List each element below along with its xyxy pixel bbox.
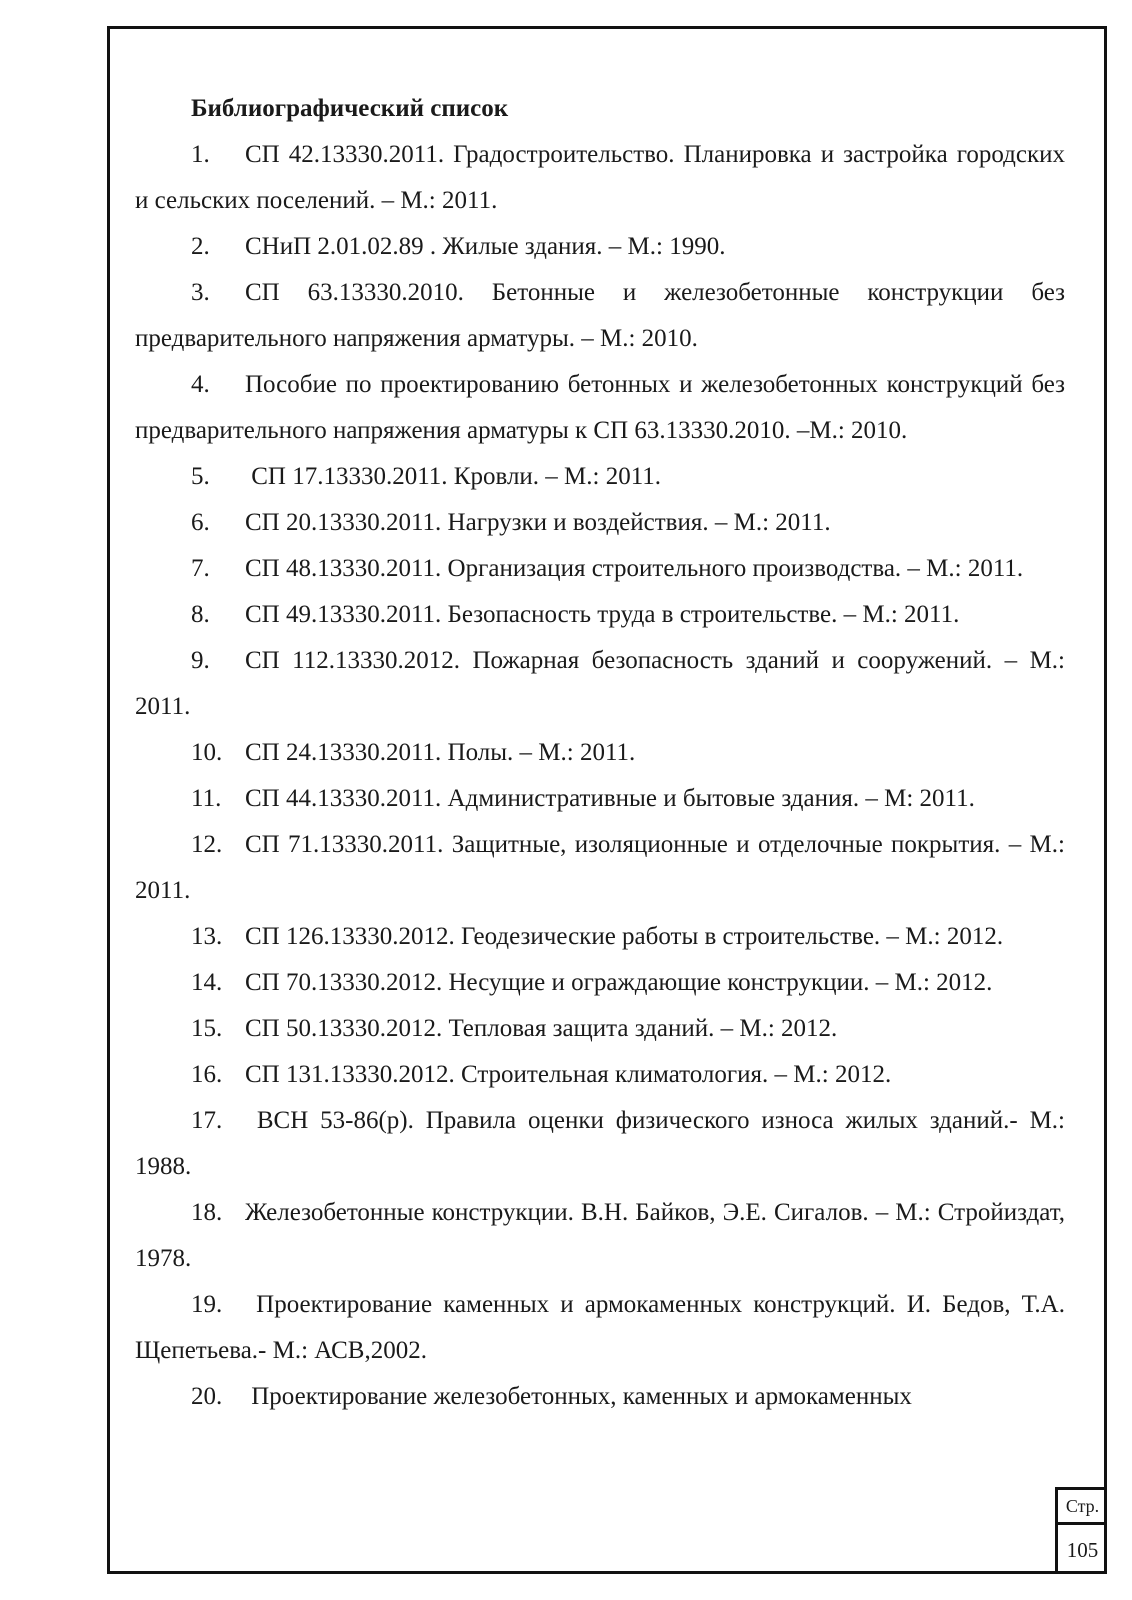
entry-text: СП 17.13330.2011. Кровли. – М.: 2011.	[245, 463, 662, 490]
entry-text: Проектирование железобетонных, каменных и армокаменных	[245, 1383, 912, 1410]
entry-number: 8.	[191, 601, 210, 628]
bibliography-entry	[135, 1374, 1065, 1420]
entry-text: СП 50.13330.2012. Тепловая защита зданий. – М.: 2012.	[245, 1015, 838, 1042]
entry-text: Железобетонные конструкции. В.Н. Байков, Э.Е. Сигалов. – М.: Стройиздат, 1978.	[135, 1199, 1065, 1272]
entry-number: 7.	[191, 555, 210, 582]
entry-number: 12.	[191, 831, 223, 858]
entry-number: 1.	[191, 141, 210, 168]
entry-number: 15.	[191, 1015, 223, 1042]
entry-text: СП 49.13330.2011. Безопасность труда в строительстве. – М.: 2011.	[245, 601, 960, 628]
entry-number: 17.	[191, 1107, 223, 1134]
bibliography-entry	[135, 454, 1065, 500]
entry-number: 11.	[191, 785, 222, 812]
bibliography-entry	[135, 546, 1065, 592]
document-body	[135, 86, 1065, 1420]
entry-text: СП 70.13330.2012. Несущие и ограждающие конструкции. – М.: 2012.	[245, 969, 993, 996]
bibliography-entry	[135, 1098, 1065, 1190]
page-stamp	[1055, 1487, 1107, 1574]
page-number: 105	[1066, 1538, 1099, 1562]
entry-number: 20.	[191, 1383, 223, 1410]
entry-number: 9.	[191, 647, 210, 674]
bibliography-entry	[135, 1282, 1065, 1374]
entry-number: 5.	[191, 463, 210, 490]
entry-text: СП 20.13330.2011. Нагрузки и воздействия. – М.: 2011.	[245, 509, 831, 536]
entry-number: 2.	[191, 233, 210, 260]
bibliography-entry	[135, 1190, 1065, 1282]
entry-number: 10.	[191, 739, 223, 766]
bibliography-entry	[135, 822, 1065, 914]
bibliography-entry	[135, 224, 1065, 270]
page-label: Стр.	[1058, 1490, 1107, 1525]
entry-number: 19.	[191, 1291, 223, 1318]
entry-text: Пособие по проектированию бетонных и железобетонных конструкций без предварительного напряжения арматуры к СП 63.13330.2010. –М.: 2010.	[135, 371, 1065, 444]
bibliography-entry	[135, 500, 1065, 546]
bibliography-entry	[135, 1006, 1065, 1052]
entry-text: СНиП 2.01.02.89 . Жилые здания. – М.: 1990.	[245, 233, 726, 260]
bibliography-entry	[135, 270, 1065, 362]
entry-text: СП 63.13330.2010. Бетонные и железобетонные конструкции без предварительного напряжения арматуры. – М.: 2010.	[135, 279, 1065, 352]
entry-text: СП 71.13330.2011. Защитные, изоляционные и отделочные покрытия. – М.: 2011.	[135, 831, 1065, 904]
bibliography-entry	[135, 638, 1065, 730]
bibliography-entry	[135, 730, 1065, 776]
entry-number: 3.	[191, 279, 210, 306]
entry-number: 18.	[191, 1199, 223, 1226]
entry-text: ВСН 53-86(р). Правила оценки физического износа жилых зданий.- М.: 1988.	[135, 1107, 1065, 1180]
bibliography-list	[135, 132, 1065, 1420]
bibliography-entry	[135, 960, 1065, 1006]
entry-text: СП 48.13330.2011. Организация строительного производства. – М.: 2011.	[245, 555, 1024, 582]
entry-number: 14.	[191, 969, 223, 996]
bibliography-entry	[135, 592, 1065, 638]
entry-number: 4.	[191, 371, 210, 398]
bibliography-entry	[135, 776, 1065, 822]
entry-number: 16.	[191, 1061, 223, 1088]
bibliography-entry	[135, 914, 1065, 960]
entry-text: СП 42.13330.2011. Градостроительство. Планировка и застройка городских и сельских поселений. – М.: 2011.	[135, 141, 1065, 214]
entry-text: Проектирование каменных и армокаменных конструкций. И. Бедов, Т.А. Щепетьева.- М.: АСВ,2002.	[135, 1291, 1065, 1364]
entry-text: СП 24.13330.2011. Полы. – М.: 2011.	[245, 739, 636, 766]
entry-text: СП 44.13330.2011. Административные и бытовые здания. – М: 2011.	[245, 785, 975, 812]
bibliography-entry	[135, 1052, 1065, 1098]
entry-number: 13.	[191, 923, 223, 950]
entry-text: СП 126.13330.2012. Геодезические работы в строительстве. – М.: 2012.	[245, 923, 1004, 950]
entry-number: 6.	[191, 509, 210, 536]
bibliography-entry	[135, 362, 1065, 454]
bibliography-entry	[135, 132, 1065, 224]
entry-text: СП 131.13330.2012. Строительная климатология. – М.: 2012.	[245, 1061, 892, 1088]
bibliography-title: Библиографический список	[191, 95, 509, 122]
entry-text: СП 112.13330.2012. Пожарная безопасность зданий и сооружений. – М.: 2011.	[135, 647, 1065, 720]
